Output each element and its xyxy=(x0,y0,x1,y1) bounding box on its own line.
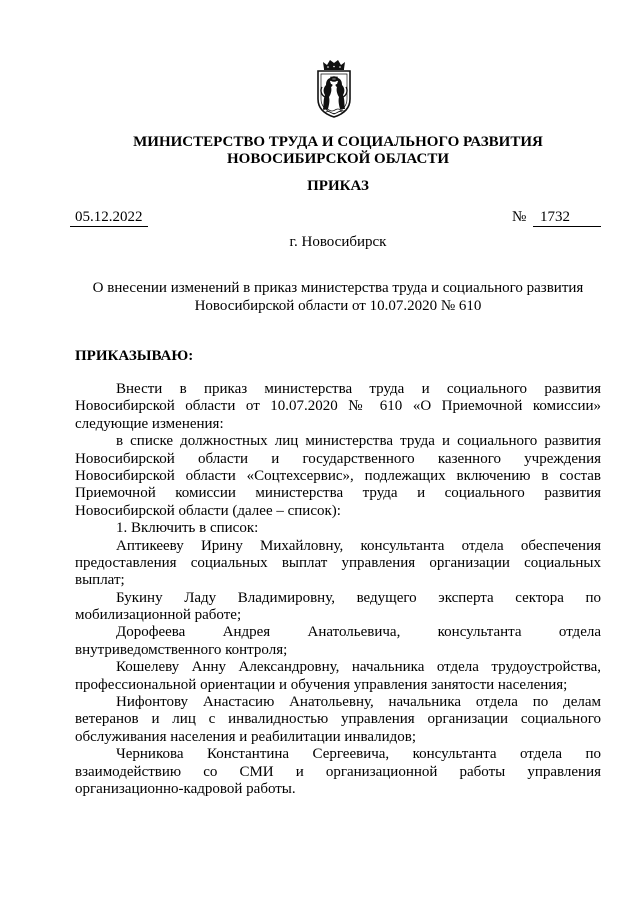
ministry-title-line-2: НОВОСИБИРСКОЙ ОБЛАСТИ xyxy=(226,151,450,167)
body-paragraph xyxy=(75,590,601,625)
body-line: мобилизационной работе; xyxy=(75,607,242,624)
body-paragraph xyxy=(75,520,601,537)
body-line: Новосибирской области от 10.07.2020 № 610 «О Приемочной комиссии» xyxy=(75,398,601,415)
order-subject-line: Новосибирской области от 10.07.2020 № 610 xyxy=(194,298,482,314)
body-line: следующие изменения: xyxy=(75,415,224,432)
document-type-heading: ПРИКАЗ xyxy=(307,178,369,194)
body-line: 1. Включить в список: xyxy=(116,520,259,537)
body-paragraph xyxy=(75,381,601,433)
ministry-title-line-1: МИНИСТЕРСТВО ТРУДА И СОЦИАЛЬНОГО РАЗВИТИЯ xyxy=(133,134,543,150)
order-subject-line: О внесении изменений в приказ министерства труда и социального развития xyxy=(92,280,584,296)
order-body xyxy=(75,381,601,798)
ministry-title xyxy=(75,134,601,168)
body-line: Внести в приказ министерства труда и социального развития xyxy=(116,381,601,397)
body-line: профессиональной ориентации и обучения управления занятости населения; xyxy=(75,676,568,693)
city-line: г. Новосибирск xyxy=(289,234,387,250)
body-line: в списке должностных лиц министерства труда и социального развития xyxy=(116,433,601,450)
body-paragraph xyxy=(75,659,601,694)
body-line: Черникова Константина Сергеевича, консультанта отдела по xyxy=(116,746,601,763)
body-line: Кошелеву Анну Александровну, начальника отдела трудоустройства, xyxy=(116,659,601,676)
number-sign: № xyxy=(512,209,527,225)
body-paragraph xyxy=(75,538,601,590)
coat-of-arms-icon xyxy=(311,57,357,119)
body-line: предоставления социальных выплат управления организации социальных xyxy=(75,554,601,571)
body-line: обслуживания населения и реабилитации инвалидов; xyxy=(75,728,417,745)
order-number: 1732 xyxy=(533,209,601,227)
body-line: Букину Ладу Владимировну, ведущего эксперта сектора по xyxy=(116,589,601,606)
body-line: Дорофеева Андрея Анатольевича, консультанта отдела xyxy=(116,624,601,641)
body-paragraph xyxy=(75,624,601,659)
body-line: Новосибирской области (далее – список): xyxy=(75,502,341,519)
body-line: Новосибирской области и государственного казенного учреждения xyxy=(75,450,601,467)
order-subject xyxy=(75,279,601,315)
body-paragraph xyxy=(75,433,601,520)
body-line: ветеранов и лиц с инвалидностью управления организации социального xyxy=(75,711,601,728)
order-date: 05.12.2022 xyxy=(70,209,148,227)
body-line: внутриведомственного контроля; xyxy=(75,641,288,658)
directive-heading: ПРИКАЗЫВАЮ: xyxy=(75,348,194,364)
body-line: Приемочной комиссии министерства труда и социального развития xyxy=(75,485,601,502)
body-paragraph xyxy=(75,694,601,746)
body-line: выплат; xyxy=(75,572,125,589)
body-line: взаимодействию со СМИ и организационной работы управления xyxy=(75,763,601,780)
body-line: Аптикееву Ирину Михайловну, консультанта отдела обеспечения xyxy=(116,537,601,554)
body-line: Новосибирской области «Соцтехсервис», подлежащих включению в состав xyxy=(75,467,601,484)
body-paragraph xyxy=(75,746,601,798)
body-line: организационно-кадровой работы. xyxy=(75,780,296,797)
body-line: Нифонтову Анастасию Анатольевну, начальника отдела по делам xyxy=(116,694,601,711)
crown-shape xyxy=(323,60,345,70)
